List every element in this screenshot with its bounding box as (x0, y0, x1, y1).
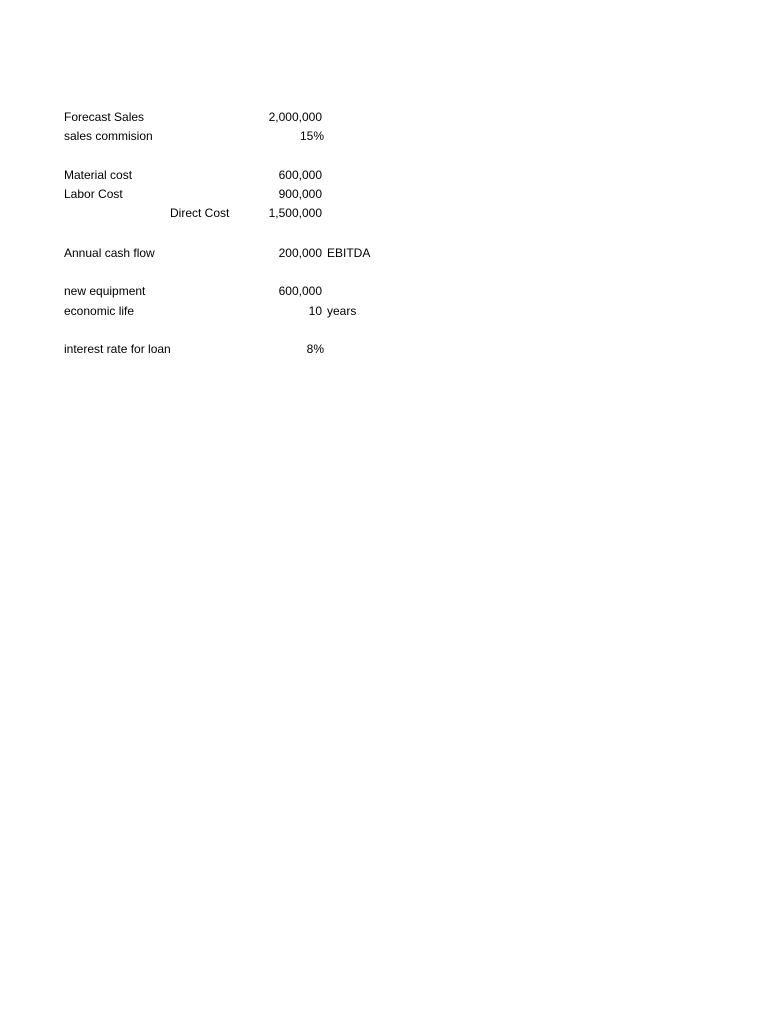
forecast-sales-value: 2,000,000 (268, 110, 322, 124)
interest-rate-label: interest rate for loan (64, 342, 171, 356)
labor-cost-label: Labor Cost (64, 187, 123, 201)
forecast-sales-label: Forecast Sales (64, 110, 145, 124)
annual-cash-flow-unit: EBITDA (327, 246, 371, 260)
row-direct-cost (0, 204, 768, 223)
economic-life-value: 10 (308, 304, 322, 318)
row-forecast-sales (0, 108, 768, 127)
row-economic-life (0, 302, 768, 321)
annual-cash-flow-label: Annual cash flow (64, 246, 155, 260)
annual-cash-flow-value: 200,000 (278, 246, 322, 260)
row-sales-commission (0, 127, 768, 146)
row-material-cost (0, 166, 768, 185)
economic-life-label: economic life (64, 304, 135, 318)
direct-cost-value: 1,500,000 (268, 206, 322, 220)
direct-cost-label: Direct Cost (170, 206, 230, 220)
new-equipment-label: new equipment (64, 284, 146, 298)
new-equipment-value: 600,000 (278, 284, 322, 298)
row-labor-cost (0, 185, 768, 204)
economic-life-unit: years (327, 304, 357, 318)
sales-commission-value: 15% (299, 129, 324, 143)
row-interest-rate (0, 340, 768, 359)
row-annual-cash-flow (0, 244, 768, 263)
row-new-equipment (0, 282, 768, 301)
material-cost-value: 600,000 (278, 168, 322, 182)
material-cost-label: Material cost (64, 168, 133, 182)
interest-rate-value: 8% (306, 342, 324, 356)
sales-commission-label: sales commision (64, 129, 153, 143)
labor-cost-value: 900,000 (278, 187, 322, 201)
